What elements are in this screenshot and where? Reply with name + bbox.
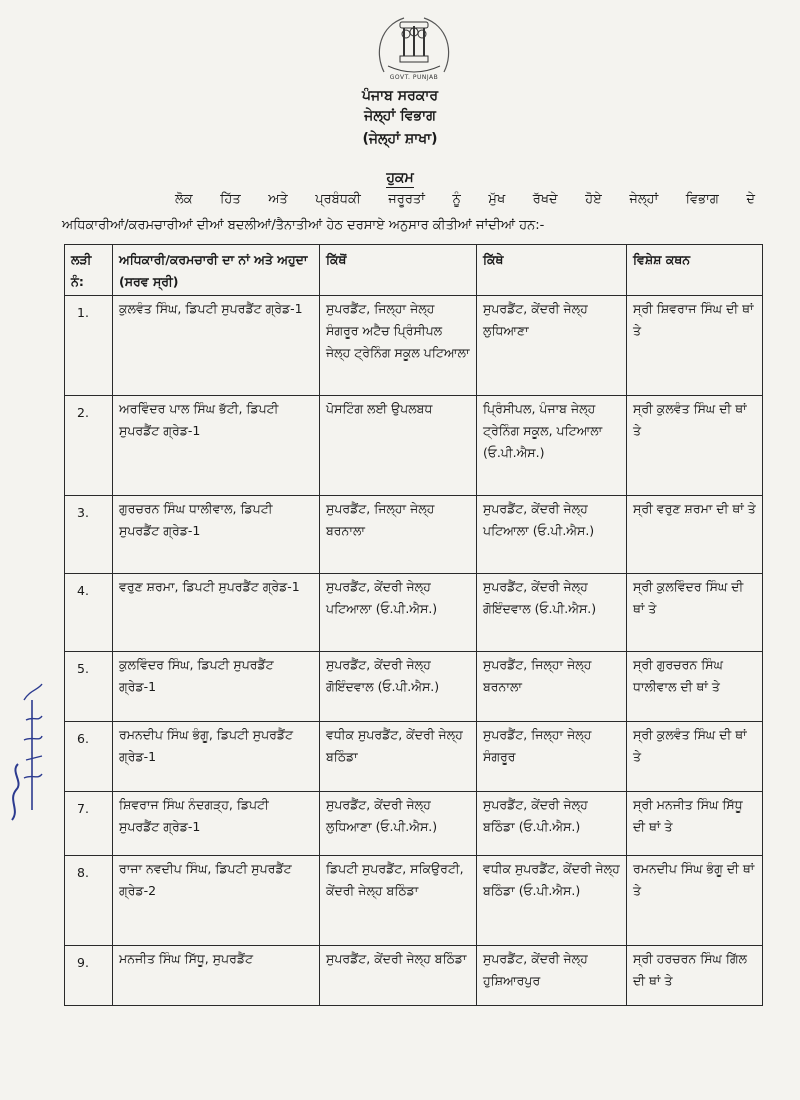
cell-sno: 1. bbox=[65, 296, 113, 396]
table-row bbox=[65, 856, 763, 946]
table-row bbox=[65, 722, 763, 792]
cell-name: ਰਮਨਦੀਪ ਸਿੰਘ ਭੰਗੂ, ਡਿਪਟੀ ਸੁਪਰਡੈਂਟ ਗ੍ਰੇਡ-1 bbox=[113, 722, 320, 792]
cell-name: ਮਨਜੀਤ ਸਿੰਘ ਸਿੱਧੂ, ਸੁਪਰਡੈਂਟ bbox=[113, 946, 320, 1006]
header-to: ਕਿੱਥੇ bbox=[477, 245, 627, 296]
header-name: ਅਧਿਕਾਰੀ/ਕਰਮਚਾਰੀ ਦਾ ਨਾਂ ਅਤੇ ਅਹੁਦਾ (ਸਰਵ ਸ੍ਰੀ) bbox=[113, 245, 320, 296]
cell-sno: 5. bbox=[65, 652, 113, 722]
cell-sno: 4. bbox=[65, 574, 113, 652]
cell-sno: 3. bbox=[65, 496, 113, 574]
cell-remarks: ਸ੍ਰੀ ਗੁਰਚਰਨ ਸਿੰਘ ਧਾਲੀਵਾਲ ਦੀ ਥਾਂ ਤੇ bbox=[627, 652, 763, 722]
cell-sno: 2. bbox=[65, 396, 113, 496]
cell-name: ਸ਼ਿਵਰਾਜ ਸਿੰਘ ਨੰਦਗੜ੍ਹ, ਡਿਪਟੀ ਸੁਪਰਡੈਂਟ ਗ੍ਰੇਡ-1 bbox=[113, 792, 320, 856]
header-from: ਕਿੱਥੋਂ bbox=[320, 245, 477, 296]
cell-from: ਵਧੀਕ ਸੁਪਰਡੈਂਟ, ਕੇਂਦਰੀ ਜੇਲ੍ਹ ਬਠਿੰਡਾ bbox=[320, 722, 477, 792]
header-government: ਪੰਜਾਬ ਸਰਕਾਰ bbox=[361, 88, 439, 104]
cell-name: ਵਰੁਣ ਸ਼ਰਮਾ, ਡਿਪਟੀ ਸੁਪਰਡੈਂਟ ਗ੍ਰੇਡ-1 bbox=[113, 574, 320, 652]
cell-to: ਸੁਪਰਡੈਂਟ, ਜਿਲ੍ਹਾ ਜੇਲ੍ਹ ਬਰਨਾਲਾ bbox=[477, 652, 627, 722]
cell-sno: 8. bbox=[65, 856, 113, 946]
cell-remarks: ਸ੍ਰੀ ਕੁਲਵੰਤ ਸਿੰਘ ਦੀ ਥਾਂ ਤੇ bbox=[627, 396, 763, 496]
table-row bbox=[65, 496, 763, 574]
cell-name: ਗੁਰਚਰਨ ਸਿੰਘ ਧਾਲੀਵਾਲ, ਡਿਪਟੀ ਸੁਪਰਡੈਂਟ ਗ੍ਰੇਡ-1 bbox=[113, 496, 320, 574]
cell-name: ਅਰਵਿੰਦਰ ਪਾਲ ਸਿੰਘ ਭੱਟੀ, ਡਿਪਟੀ ਸੁਪਰਡੈਂਟ ਗ੍ਰੇਡ-1 bbox=[113, 396, 320, 496]
order-title: ਹੁਕਮ bbox=[386, 170, 414, 186]
cell-sno: 7. bbox=[65, 792, 113, 856]
cell-remarks: ਸ੍ਰੀ ਕੁਲਵੰਤ ਸਿੰਘ ਦੀ ਥਾਂ ਤੇ bbox=[627, 722, 763, 792]
transfer-table bbox=[64, 244, 763, 1006]
cell-remarks: ਰਮਨਦੀਪ ਸਿੰਘ ਭੰਗੂ ਦੀ ਥਾਂ ਤੇ bbox=[627, 856, 763, 946]
cell-from: ਸੁਪਰਡੈਂਟ, ਕੇਂਦਰੀ ਜੇਲ੍ਹ ਲੁਧਿਆਣਾ (ਓ.ਪੀ.ਐਸ.) bbox=[320, 792, 477, 856]
cell-sno: 6. bbox=[65, 722, 113, 792]
cell-remarks: ਸ੍ਰੀ ਸ਼ਿਵਰਾਜ ਸਿੰਘ ਦੀ ਥਾਂ ਤੇ bbox=[627, 296, 763, 396]
order-intro-line1: ਲੋਕ ਹਿੱਤ ਅਤੇ ਪ੍ਰਬੰਧਕੀ ਜਰੂਰਤਾਂ ਨੂੰ ਮੁੱਖ ਰੱਖਦੇ ਹੋਏ ਜੇਲ੍ਹਾਂ ਵਿਭਾਗ ਦੇ bbox=[175, 192, 755, 207]
table-row bbox=[65, 652, 763, 722]
cell-to: ਸੁਪਰਡੈਂਟ, ਜਿਲ੍ਹਾ ਜੇਲ੍ਹ ਸੰਗਰੂਰ bbox=[477, 722, 627, 792]
cell-from: ਡਿਪਟੀ ਸੁਪਰਡੈਂਟ, ਸਕਿਉਰਟੀ, ਕੇਂਦਰੀ ਜੇਲ੍ਹ ਬਠਿੰਡਾ bbox=[320, 856, 477, 946]
state-emblem bbox=[370, 12, 458, 84]
cell-from: ਸੁਪਰਡੈਂਟ, ਜਿਲ੍ਹਾ ਜੇਲ੍ਹ ਬਰਨਾਲਾ bbox=[320, 496, 477, 574]
cell-to: ਸੁਪਰਡੈਂਟ, ਕੇਂਦਰੀ ਜੇਲ੍ਹ ਲੁਧਿਆਣਾ bbox=[477, 296, 627, 396]
order-intro-line2: ਅਧਿਕਾਰੀਆਂ/ਕਰਮਚਾਰੀਆਂ ਦੀਆਂ ਬਦਲੀਆਂ/ਤੈਨਾਤੀਆਂ ਹੇਠ ਦਰਸਾਏ ਅਨੁਸਾਰ ਕੀਤੀਆਂ ਜਾਂਦੀਆਂ ਹਨ:- bbox=[62, 218, 545, 233]
table-row bbox=[65, 296, 763, 396]
cell-remarks: ਸ੍ਰੀ ਕੁਲਵਿੰਦਰ ਸਿੰਘ ਦੀ ਥਾਂ ਤੇ bbox=[627, 574, 763, 652]
cell-to: ਸੁਪਰਡੈਂਟ, ਕੇਂਦਰੀ ਜੇਲ੍ਹ ਬਠਿੰਡਾ (ਓ.ਪੀ.ਐਸ.) bbox=[477, 792, 627, 856]
table-row bbox=[65, 792, 763, 856]
header-branch: (ਜੇਲ੍ਹਾਂ ਸ਼ਾਖਾ) bbox=[362, 131, 438, 147]
cell-remarks: ਸ੍ਰੀ ਮਨਜੀਤ ਸਿੰਘ ਸਿੱਧੂ ਦੀ ਥਾਂ ਤੇ bbox=[627, 792, 763, 856]
header-department: ਜੇਲ੍ਹਾਂ ਵਿਭਾਗ bbox=[364, 108, 436, 124]
header-remarks: ਵਿਸ਼ੇਸ਼ ਕਥਨ bbox=[627, 245, 763, 296]
table-row bbox=[65, 574, 763, 652]
header-sno: ਲੜੀ ਨੰ: bbox=[65, 245, 113, 296]
cell-name: ਕੁਲਵੰਤ ਸਿੰਘ, ਡਿਪਟੀ ਸੁਪਰਡੈਂਟ ਗ੍ਰੇਡ-1 bbox=[113, 296, 320, 396]
cell-name: ਰਾਜਾ ਨਵਦੀਪ ਸਿੰਘ, ਡਿਪਟੀ ਸੁਪਰਡੈਂਟ ਗ੍ਰੇਡ-2 bbox=[113, 856, 320, 946]
cell-remarks: ਸ੍ਰੀ ਵਰੁਣ ਸ਼ਰਮਾ ਦੀ ਥਾਂ ਤੇ bbox=[627, 496, 763, 574]
handwritten-signature bbox=[2, 660, 50, 830]
cell-to: ਵਧੀਕ ਸੁਪਰਡੈਂਟ, ਕੇਂਦਰੀ ਜੇਲ੍ਹ ਬਠਿੰਡਾ (ਓ.ਪੀ.ਐਸ.) bbox=[477, 856, 627, 946]
cell-from: ਪੋਸਟਿੰਗ ਲਈ ਉਪਲਬਧ bbox=[320, 396, 477, 496]
cell-to: ਪ੍ਰਿੰਸੀਪਲ, ਪੰਜਾਬ ਜੇਲ੍ਹ ਟ੍ਰੇਨਿੰਗ ਸਕੂਲ, ਪਟਿਆਲਾ (ਓ.ਪੀ.ਐਸ.) bbox=[477, 396, 627, 496]
cell-from: ਸੁਪਰਡੈਂਟ, ਕੇਂਦਰੀ ਜੇਲ੍ਹ ਗੋਇੰਦਵਾਲ (ਓ.ਪੀ.ਐਸ.) bbox=[320, 652, 477, 722]
table-header-row bbox=[65, 245, 763, 296]
table-row bbox=[65, 396, 763, 496]
cell-sno: 9. bbox=[65, 946, 113, 1006]
cell-to: ਸੁਪਰਡੈਂਟ, ਕੇਂਦਰੀ ਜੇਲ੍ਹ ਗੋਇੰਦਵਾਲ (ਓ.ਪੀ.ਐਸ.) bbox=[477, 574, 627, 652]
cell-from: ਸੁਪਰਡੈਂਟ, ਕੇਂਦਰੀ ਜੇਲ੍ਹ ਪਟਿਆਲਾ (ਓ.ਪੀ.ਐਸ.) bbox=[320, 574, 477, 652]
cell-name: ਕੁਲਵਿੰਦਰ ਸਿੰਘ, ਡਿਪਟੀ ਸੁਪਰਡੈਂਟ ਗ੍ਰੇਡ-1 bbox=[113, 652, 320, 722]
table-row bbox=[65, 946, 763, 1006]
cell-from: ਸੁਪਰਡੈਂਟ, ਕੇਂਦਰੀ ਜੇਲ੍ਹ ਬਠਿੰਡਾ bbox=[320, 946, 477, 1006]
emblem-caption: GOVT. PUNJAB bbox=[389, 74, 439, 81]
cell-to: ਸੁਪਰਡੈਂਟ, ਕੇਂਦਰੀ ਜੇਲ੍ਹ ਹੁਸ਼ਿਆਰਪੁਰ bbox=[477, 946, 627, 1006]
signature-icon bbox=[2, 660, 50, 830]
cell-remarks: ਸ੍ਰੀ ਹਰਚਰਨ ਸਿੰਘ ਗਿੱਲ ਦੀ ਥਾਂ ਤੇ bbox=[627, 946, 763, 1006]
cell-to: ਸੁਪਰਡੈਂਟ, ਕੇਂਦਰੀ ਜੇਲ੍ਹ ਪਟਿਆਲਾ (ਓ.ਪੀ.ਐਸ.) bbox=[477, 496, 627, 574]
cell-from: ਸੁਪਰਡੈਂਟ, ਜਿਲ੍ਹਾ ਜੇਲ੍ਹ ਸੰਗਰੂਰ ਅਟੈਚ ਪ੍ਰਿੰਸੀਪਲ ਜੇਲ੍ਹ ਟ੍ਰੇਨਿੰਗ ਸਕੂਲ ਪਟਿਆਲਾ bbox=[320, 296, 477, 396]
